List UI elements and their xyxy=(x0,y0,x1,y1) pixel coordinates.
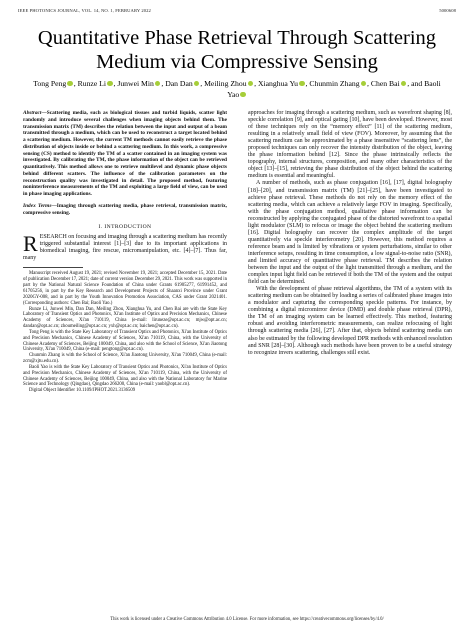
section-heading: I. INTRODUCTION xyxy=(98,224,152,231)
author-name: Tong Peng xyxy=(33,79,67,88)
right-column xyxy=(248,110,452,357)
author-separator: , xyxy=(305,79,310,88)
orcid-icon[interactable] xyxy=(194,81,200,87)
orcid-icon[interactable] xyxy=(155,81,161,87)
author-separator: , xyxy=(254,79,258,88)
author-name: Baoli Yao xyxy=(227,79,441,99)
author-name: Chunmin Zhang xyxy=(309,79,360,88)
orcid-icon[interactable] xyxy=(401,81,407,87)
intro-text: ESEARCH on focusing and imaging through a scattering medium has recently triggered substantial interest [1]–[3] due to its important applications in biomedical imaging, fire rescue, micromanipulation, etc. [4]–[7]. Thus far, many xyxy=(23,234,227,262)
paper-title: Quantitative Phase Retrieval Through Scattering Medium via Compressive Sensing xyxy=(37,27,437,73)
left-column xyxy=(23,110,227,394)
footnote: Manuscript received August 19, 2021; revised November 19, 2021; accepted December 15, 2021. Date of publication December 17, 2021; date of current version December 29, 2021. This work was supported in part by the National Natural Science Foundation of China under Grants 61905277, 61991452, and 61705256, in part by the Key Research and Development Projects of Shaanxi Province under Grant 2020GY-008, and in part by the Youth Innovation Promotion Association, CAS under Grant 2021401. (Corresponding authors: Chen Bai; Baoli Yao.) xyxy=(23,271,227,306)
abstract xyxy=(23,110,227,198)
author-separator: , xyxy=(367,79,371,88)
orcid-icon[interactable] xyxy=(240,92,246,98)
body-paragraph: approaches for imaging through a scattering medium, such as wavefront shaping [8], speckle correlation [9], and optical gating [10], have been developed. However, most of these techniques rely on the “memory effect” [11] of the scattering medium, resulting in a relatively small field of view (FOV). Moreover, by assuming that the scattering medium can be approximated by a phase insensitive “scattering lens”, the proposed techniques can only recover the intensity distribution of the object, leaving the phase information behind [12]. Since the phase intrinsically reflects the topography, internal structures, composition, and many other characteristics of the object [13]–[15], retrieving the phase distribution of the object behind the scattering medium is essential and meaningful. xyxy=(248,110,452,180)
body-paragraph: A number of methods, such as phase conjugation [16], [17], digital holography [18]–[20], and transmission matrix (TM) [21]–[25], have been investigated to achieve phase retrieval. These methods do not rely on the memory effect of the scattering media, which can achieve a relatively large FOV in imaging. Specifically, with the phase conjugation method, qualitative phase information can be reconstructed by applying the conjugated phase of the distorted wavefront to a spatial light modulator (SLM) to refocus or image the object behind the scattering medium [16]. Digital holography can recover the complex amplitude of the target quantitatively via speckle interferometry [20]. However, this method requires a reference beam and is limited by vibrations or system perturbations, similar to other interference setups, resulting in time consumption, a low signal-to-noise ratio (SNR), and limited accuracy of quantitative phase retrieval. TM describes the relation between the input and the output of the light transmitted through a medium, and the complex input light field can be retrieved if both the TM of the system and the output field can be determined. xyxy=(248,180,452,286)
footnote: Tong Peng is with the State Key Laboratory of Transient Optics and Photonics, Xi'an Institute of Optics and Precision Mechanics, Chinese Academy of Sciences, Xi'an 710119, China, with the University of Chinese Academy of Sciences, Beijing 100049, China, and also with the School of Science, Xi'an Jiaotong University, Xi'an 710049, China (e-mail: pengtong@opt.ac.cn). xyxy=(23,329,227,353)
author-name: Dan Dan xyxy=(165,79,193,88)
intro-paragraph xyxy=(23,231,227,262)
footnotes xyxy=(23,271,227,394)
index-terms xyxy=(23,203,227,217)
orcid-icon[interactable] xyxy=(361,81,367,87)
footnote-rule xyxy=(23,267,83,268)
license-footer: This work is licensed under a Creative Commons Attribution 4.0 License. For more information, see https://creativecommons.org/licenses/by/4.0/ xyxy=(110,617,384,622)
footnote: Chunmin Zhang is with the School of Science, Xi'an Jiaotong University, Xi'an 710049, China (e-mail: zcm@xjtu.edu.cn). xyxy=(23,353,227,365)
article-number: 5000608 xyxy=(439,8,456,13)
author-separator: , and xyxy=(407,79,425,88)
abstract-lead: Abstract xyxy=(23,110,42,116)
orcid-icon[interactable] xyxy=(107,81,113,87)
footnote: Digital Object Identifier 10.1109/JPHOT.2021.3136509 xyxy=(29,388,136,394)
running-header xyxy=(18,8,456,18)
drop-cap: R xyxy=(23,231,38,257)
author-separator: , xyxy=(113,79,118,88)
journal-header: IEEE PHOTONICS JOURNAL, VOL. 14, NO. 1, FEBRUARY 2022 xyxy=(18,8,151,13)
orcid-icon[interactable] xyxy=(299,81,305,87)
author-separator: , xyxy=(73,79,78,88)
index-terms-text: —Imaging through scattering media, phase retrieval, transmission matrix, compressive sensing. xyxy=(23,202,227,216)
footnote: Baoli Yao is with the State Key Laboratory of Transient Optics and Photonics, Xi'an Institute of Optics and Precision Mechanics, Chinese Academy of Sciences, Xi'an 710119, China, with the University of Chinese Academy of Sciences, Beijing 100049, China, and also with the National Laboratory for Marine Science and Technology (Qingdao), Qingdao 266200, China (e-mail: yaobl@opt.ac.cn). xyxy=(23,364,227,388)
author-separator: , xyxy=(200,79,205,88)
author-name: Chen Bai xyxy=(370,79,400,88)
author-name: Runze Li xyxy=(77,79,106,88)
author-separator: , xyxy=(161,79,166,88)
abstract-text: —Scattering media, such as biological tissues and turbid liquids, scatter light randomly and introduce several challenges when imaging objects behind them. The transmission matrix (TM) describes the relation between the input and output of a beam transmitted through a medium, which can be used to reconstruct a target located behind a scattering medium. However, the current TM methods cannot easily retrieve the phase distribution of objects inside or behind a scattering medium. In this work, a compressive sensing (CS) method to identify the TM of a scatter contained in an imaging system was investigated. By calibrating the TM, the phase information of the object can be retrieved quantitatively. This method allows one to retrieve multilevel and dynamic phase objects behind different scatters. The influence of the calibration parameters on the reconstruction quality was investigated in detail. The proposed method, featuring noninterference measurements of the TM and exploiting a large field of view, can be used in phase imaging applications. xyxy=(23,110,227,197)
index-terms-lead: Index Terms xyxy=(23,202,52,209)
author-name: Xianghua Yu xyxy=(257,79,299,88)
orcid-icon[interactable] xyxy=(67,81,73,87)
footnote: Runze Li, Junwei Min, Dan Dan, Meiling Zhou, Xianghua Yu, and Chen Bai are with the State Key Laboratory of Transient Optics and Photonics, Xi'an Institute of Optics and Precision Mechanics, Chinese Academy of Sciences, Xi'an 710119, China (e-mail: liruneze@opt.ac.cn; mjw@opt.ac.cn; dandan@opt.ac.cn; zhoumeiling@opt.ac.cn; yxh@opt.ac.cn; baichen@opt.ac.cn). xyxy=(23,306,227,330)
author-name: Junwei Min xyxy=(117,79,154,88)
body-paragraph: With the development of phase retrieval algorithms, the TM of a system with its scattering medium can be obtained by loading a series of calibrated phase images into a modulator and capturing the corresponding speckle patterns. For instance, by combining a digital micromirror device (DMD) and double phase retrieval (DPR), the TM of an imaging system can be learned effectively. This method, featuring robust and avoiding interferometric measurements, can realize refocusing of light through scattering media [26], [27]. After that, objects behind scattering media can also be estimated by the following developed DPR methods with enhanced resolution and SNR [28]–[30]. Although such methods have been proven to be a useful strategy to recognize invers scattering, challenges still exist. xyxy=(248,286,452,356)
author-name: Meiling Zhou xyxy=(204,79,247,88)
author-list xyxy=(28,78,446,100)
orcid-icon[interactable] xyxy=(248,81,254,87)
